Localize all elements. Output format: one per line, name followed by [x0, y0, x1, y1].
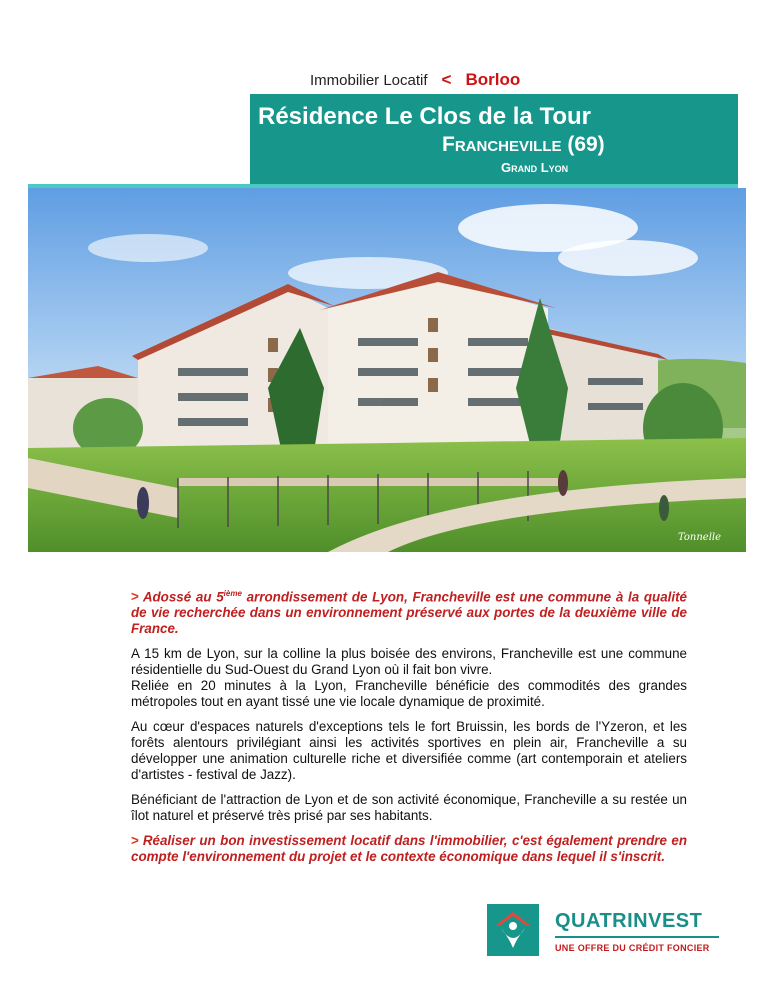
lead-text-2: arrondissement de Lyon, Francheville est une commune à la qualité de vie recherchée dans un environnement préservé aux portes de la deuxième ville de France.	[131, 589, 687, 637]
logo-name: QUATRINVEST	[555, 910, 703, 932]
paragraph-1	[131, 646, 687, 710]
paragraph-2: Au cœur d'espaces naturels d'exceptions tels le fort Bruissin, les bords de l'Yzeron, et les forêts alentours privilégiant ainsi les activités sportives en plein air, Francheville a su développer une animation culturelle riche et diversifiée comme (art contemporain et ateliers d'artistes - festival de Jazz).	[131, 719, 687, 783]
logo-tagline: UNE OFFRE DU CRÉDIT FONCIER	[555, 943, 710, 953]
quatrinvest-logo-icon	[487, 904, 539, 956]
header-band	[250, 94, 738, 184]
paragraph-1-line-2: Reliée en 20 minutes à la Lyon, Francheville bénéficie des commodités des grandes métropoles tout en ayant tissé une vie locale dynamique de proximité.	[131, 678, 687, 710]
hero-illustration	[28, 188, 746, 552]
logo-rule	[555, 936, 719, 938]
arrow-marker-icon: >	[131, 833, 139, 849]
lead-text-1: Adossé au 5	[142, 589, 224, 605]
paragraph-3: Bénéficiant de l'attraction de Lyon et de son activité économique, Francheville a su restée un îlot naturel et préservé très prisé par ses habitants.	[131, 792, 687, 824]
artist-signature: Tonnelle	[678, 532, 722, 543]
quatrinvest-logo	[487, 904, 727, 960]
lead-superscript: ième	[223, 589, 242, 598]
brand-label: Borloo	[465, 70, 521, 89]
separator-icon: <	[441, 70, 452, 89]
body-content	[131, 586, 687, 874]
subtitle: Immobilier Locatif	[310, 72, 428, 89]
closing-paragraph	[131, 833, 687, 865]
region-label: Grand Lyon	[501, 160, 569, 175]
header-topline	[310, 70, 520, 92]
residence-illustration	[28, 188, 746, 552]
lead-paragraph	[131, 586, 687, 637]
page-title: Résidence Le Clos de la Tour	[258, 103, 591, 130]
arrow-marker-icon: >	[131, 589, 139, 605]
paragraph-1-line-1: A 15 km de Lyon, sur la colline la plus boisée des environs, Francheville est une commune résidentielle du Sud-Ouest du Grand Lyon où il fait bon vivre.	[131, 646, 687, 678]
closing-text: Réaliser un bon investissement locatif dans l'immobilier, c'est également prendre en compte l'environnement du projet et le contexte économique dans lequel il s'inscrit.	[131, 833, 687, 865]
city-label: Francheville (69)	[442, 133, 605, 156]
